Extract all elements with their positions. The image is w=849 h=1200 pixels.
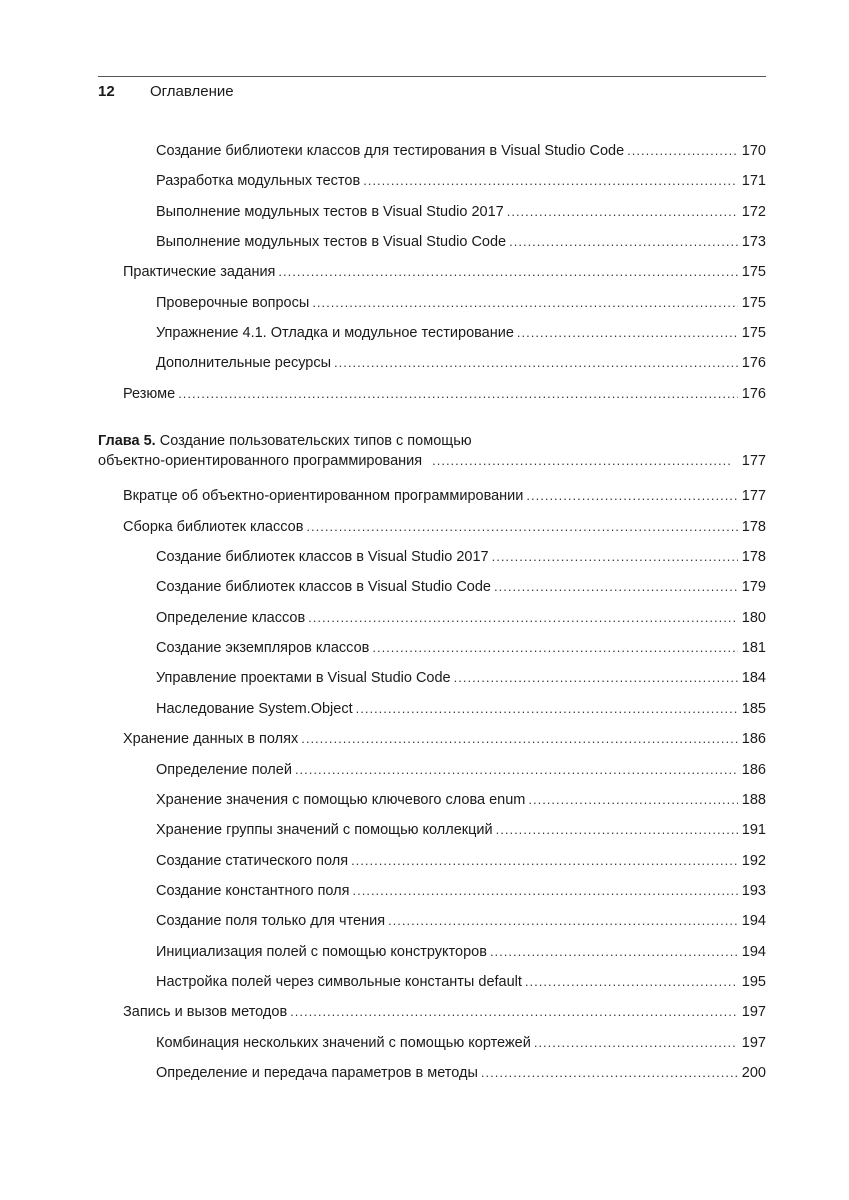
toc-entry[interactable]: [123, 485, 766, 507]
toc-entry-page: 178: [741, 549, 766, 565]
toc-entry-page: 193: [741, 883, 766, 899]
dot-leader: [528, 789, 738, 811]
toc-entry-page: 197: [741, 1035, 766, 1051]
toc-entry[interactable]: [156, 607, 766, 629]
toc-entry-title: Управление проектами в Visual Studio Code: [156, 670, 451, 686]
toc-entry[interactable]: [156, 170, 766, 192]
toc-entry[interactable]: [156, 941, 766, 963]
chapter-heading[interactable]: [98, 431, 766, 471]
chapter-label: Глава 5.: [98, 433, 156, 449]
dot-leader: [490, 941, 738, 963]
toc-entry-page: 181: [741, 640, 766, 656]
toc-entry[interactable]: [156, 759, 766, 781]
dot-leader: [290, 1001, 738, 1023]
toc-entry-title: Комбинация нескольких значений с помощью кортежей: [156, 1035, 531, 1051]
toc-entry[interactable]: [156, 546, 766, 568]
toc-entry[interactable]: [123, 383, 766, 405]
dot-leader: [525, 971, 738, 993]
dot-leader: [312, 292, 738, 314]
toc-entry[interactable]: [156, 910, 766, 932]
toc-entry-page: 184: [741, 670, 766, 686]
toc-entry-title: Разработка модульных тестов: [156, 173, 361, 189]
toc-entry-title: Настройка полей через символьные константы default: [156, 974, 522, 990]
running-head: [98, 82, 234, 102]
toc-entry[interactable]: [156, 292, 766, 314]
dot-leader: [481, 1062, 738, 1084]
toc-entry-page: 170: [741, 143, 766, 159]
toc-entry-title: Выполнение модульных тестов в Visual Studio Code: [156, 234, 507, 250]
toc-entry-page: 194: [741, 913, 766, 929]
toc-entry-page: 185: [741, 701, 766, 717]
toc-entry-page: 178: [741, 519, 766, 535]
chapter-page: 177: [741, 453, 766, 469]
toc-entry-title: Создание статического поля: [156, 853, 349, 869]
toc-entry-page: 194: [741, 944, 766, 960]
dot-leader: [454, 667, 738, 689]
toc-entry-page: 195: [741, 974, 766, 990]
toc-entry-page: 175: [741, 295, 766, 311]
toc-entry-title: Инициализация полей с помощью конструкторов: [156, 944, 487, 960]
dot-leader: [301, 728, 738, 750]
page-number: 12: [98, 83, 115, 100]
toc-entry[interactable]: [156, 880, 766, 902]
toc-entry-title: Создание библиотек классов в Visual Studio Code: [156, 579, 491, 595]
toc-entry-page: 175: [741, 264, 766, 280]
toc-entry[interactable]: [156, 201, 766, 223]
dot-leader: [388, 910, 738, 932]
toc-entry-page: 179: [741, 579, 766, 595]
dot-leader: [351, 850, 738, 872]
toc-entry-title: Создание константного поля: [156, 883, 350, 899]
toc-entry[interactable]: [156, 819, 766, 841]
toc-entry[interactable]: [156, 850, 766, 872]
toc-entry-title: Дополнительные ресурсы: [156, 355, 332, 371]
chapter-heading-line2: [98, 451, 766, 471]
dot-leader: [526, 485, 738, 507]
dot-leader: [308, 607, 738, 629]
dot-leader: [509, 231, 738, 253]
toc-entry-title: Хранение данных в полях: [123, 731, 299, 747]
toc-entry-title: Создание библиотек классов в Visual Studio 2017: [156, 549, 489, 565]
toc-entry-title: Упражнение 4.1. Отладка и модульное тестирование: [156, 325, 514, 341]
toc-entry-title: Создание экземпляров классов: [156, 640, 370, 656]
toc-entry-title: Наследование System.Object: [156, 701, 353, 717]
dot-leader: [517, 322, 738, 344]
toc-entry-page: 172: [741, 204, 766, 220]
dot-leader: [494, 576, 738, 598]
dot-leader: [432, 451, 732, 471]
toc-entry-title: Хранение группы значений с помощью коллекций: [156, 822, 493, 838]
toc-entry-page: 173: [741, 234, 766, 250]
toc-entry[interactable]: [156, 1062, 766, 1084]
dot-leader: [627, 140, 738, 162]
toc-entry-page: 180: [741, 610, 766, 626]
dot-leader: [492, 546, 738, 568]
dot-leader: [356, 698, 738, 720]
section-title: Оглавление: [150, 83, 234, 100]
toc-entry-page: 177: [741, 488, 766, 504]
toc-entry-page: 176: [741, 355, 766, 371]
toc-entry-title: Проверочные вопросы: [156, 295, 310, 311]
dot-leader: [334, 352, 738, 374]
toc-entry-title: Определение классов: [156, 610, 306, 626]
toc-entry[interactable]: [156, 637, 766, 659]
toc-entry[interactable]: [123, 728, 766, 750]
toc-entry[interactable]: [156, 231, 766, 253]
toc-entry-title: Вкратце об объектно-ориентированном программировании: [123, 488, 524, 504]
toc-entry[interactable]: [156, 140, 766, 162]
toc-entry[interactable]: [156, 352, 766, 374]
toc-entry-title: Сборка библиотек классов: [123, 519, 304, 535]
toc-entry-title: Создание библиотеки классов для тестирования в Visual Studio Code: [156, 143, 625, 159]
toc-entry-page: 197: [741, 1004, 766, 1020]
dot-leader: [295, 759, 738, 781]
toc-entry-page: 171: [741, 173, 766, 189]
toc-entry-title: Создание поля только для чтения: [156, 913, 386, 929]
toc-entry[interactable]: [123, 516, 766, 538]
dot-leader: [178, 383, 738, 405]
toc-entry[interactable]: [123, 1001, 766, 1023]
dot-leader: [363, 170, 738, 192]
dot-leader: [534, 1032, 738, 1054]
dot-leader: [372, 637, 738, 659]
chapter-title-line1: Создание пользовательских типов с помощью: [159, 433, 472, 449]
toc-entry[interactable]: [156, 971, 766, 993]
toc-entry-page: 175: [741, 325, 766, 341]
dot-leader: [353, 880, 739, 902]
toc-entry-title: Резюме: [123, 386, 176, 402]
toc-entry-page: 186: [741, 762, 766, 778]
toc-entry-title: Определение полей: [156, 762, 292, 778]
toc-entry[interactable]: [156, 1032, 766, 1054]
chapter-heading-line1: [98, 431, 766, 451]
toc-entry-page: 176: [741, 386, 766, 402]
toc-entry-page: 191: [741, 822, 766, 838]
toc-entry-page: 186: [741, 731, 766, 747]
toc-entry[interactable]: [156, 667, 766, 689]
toc-entry[interactable]: [156, 698, 766, 720]
toc-entry-page: 188: [741, 792, 766, 808]
toc-entry-page: 192: [741, 853, 766, 869]
toc-entry[interactable]: [123, 261, 766, 283]
toc-entry[interactable]: [156, 576, 766, 598]
toc-entry[interactable]: [156, 789, 766, 811]
header-rule: [98, 76, 766, 77]
dot-leader: [278, 261, 738, 283]
toc-entry-title: Хранение значения с помощью ключевого слова enum: [156, 792, 526, 808]
toc-entry-page: 200: [741, 1065, 766, 1081]
toc-entry-title: Выполнение модульных тестов в Visual Studio 2017: [156, 204, 504, 220]
dot-leader: [306, 516, 738, 538]
dot-leader: [496, 819, 738, 841]
chapter-title-line2: объектно-ориентированного программирования: [98, 453, 423, 469]
toc-entry-title: Определение и передача параметров в методы: [156, 1065, 478, 1081]
dot-leader: [507, 201, 738, 223]
toc-entry-title: Практические задания: [123, 264, 276, 280]
toc-entry[interactable]: [156, 322, 766, 344]
toc-entry-title: Запись и вызов методов: [123, 1004, 288, 1020]
